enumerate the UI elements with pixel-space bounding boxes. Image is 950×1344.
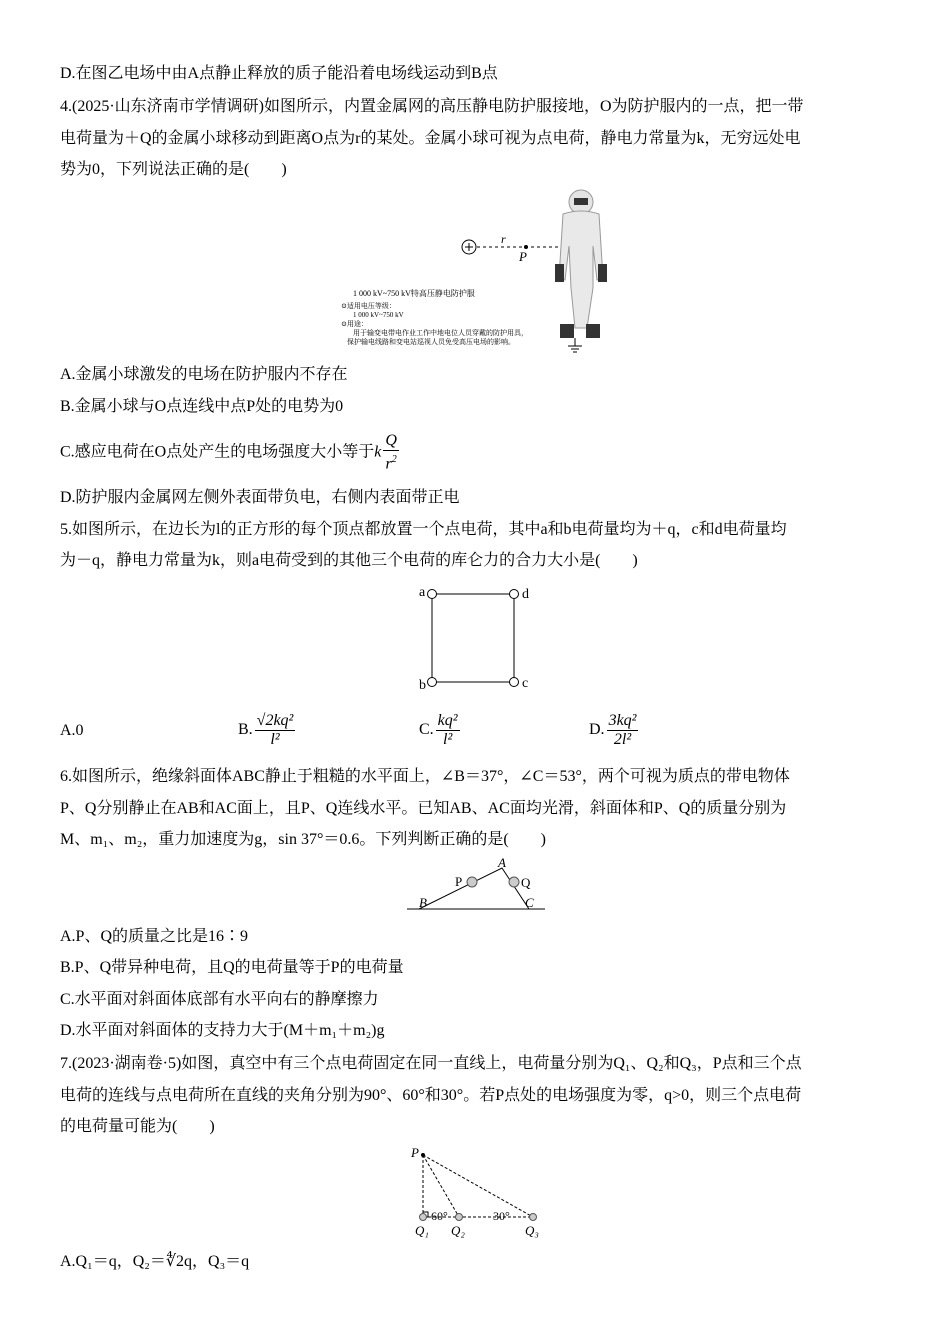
label-p: P <box>455 874 463 889</box>
q5-option-d <box>589 708 640 752</box>
protective-suit-figure <box>555 190 607 338</box>
label-c: C <box>525 895 534 910</box>
label-b: B <box>419 895 427 910</box>
q6-stem-line3: M、m₁、m₂，重力加速度为g，sin 37°＝0.6。下列判断正确的是( ) <box>60 831 547 848</box>
label-p: P <box>411 1145 419 1160</box>
q5-option-c-label: C. <box>419 721 434 738</box>
q7-figure-charges <box>405 1143 555 1243</box>
label-d: d <box>522 587 529 602</box>
q5-option-b-num: √2kq² <box>256 711 294 729</box>
q6-option-a: A.P、Q的质量之比是16∶9 <box>60 928 249 945</box>
q5-figure-square <box>410 583 540 693</box>
q6-stem-line1: 6.如图所示，绝缘斜面体ABC静止于粗糙的水平面上，∠B＝37°，∠C＝53°，两个可视为质点的带电物体 <box>60 768 790 785</box>
q4-stem-line2: 电荷量为＋Q的金属小球移动到距离O点为r的某处。金属小球可视为点电荷，静电力常量为k，无穷远处电 <box>60 130 801 147</box>
q4-stem-line3: 势为0，下列说法正确的是( ) <box>60 161 287 178</box>
charge-c <box>510 678 519 687</box>
q5-option-a: A.0 <box>60 722 84 739</box>
charge-b <box>428 678 437 687</box>
charge-q3 <box>530 1214 537 1221</box>
label-p: P <box>519 249 527 264</box>
label-c: c <box>522 676 529 691</box>
suit-caption-3: ⊙用途： <box>341 320 368 328</box>
point-p-dot <box>421 1153 425 1157</box>
label-b: b <box>419 678 426 693</box>
suit-caption-title: 1 000 kV~750 kV特高压静电防护服 <box>353 289 475 298</box>
q5-option-d-den: 2l² <box>613 730 632 748</box>
label-60: 60° <box>431 1209 448 1223</box>
label-q1: Q₁ <box>415 1223 429 1238</box>
q4-option-a: A.金属小球激发的电场在防护服内不存在 <box>60 366 348 383</box>
q5-option-d-num: 3kq² <box>608 711 637 729</box>
suit-caption-1: ⊙适用电压等级： <box>341 302 396 310</box>
q7-stem-line1: 7.(2023·湖南卷·5)如图，真空中有三个点电荷固定在同一直线上，电荷量分别为Q₁、Q₂和Q₃，P点和三个点 <box>60 1055 802 1072</box>
suit-caption-4: 用于输变电带电作业工作中地电位人员穿戴的防护用具， <box>353 329 528 337</box>
q5-option-b-den: l² <box>270 730 280 748</box>
q4-option-c <box>60 432 401 473</box>
q7-stem-line2: 电荷的连线与点电荷所在直线的夹角分别为90°、60°和30°。若P点处的电场强度为零，q>0，则三个点电荷 <box>60 1087 802 1104</box>
q3-option-d: D.在图乙电场中由A点静止释放的质子能沿着电场线运动到B点 <box>60 65 498 82</box>
q5-option-c-den: l² <box>443 730 453 748</box>
q4-option-c-text: C.感应电荷在O点处产生的电场强度大小等于 <box>60 443 375 461</box>
label-q: Q <box>521 875 531 890</box>
label-q3: Q₃ <box>525 1223 539 1238</box>
q5-option-d-label: D. <box>589 721 605 738</box>
q6-option-b: B.P、Q带异种电荷，且Q的电荷量等于P的电荷量 <box>60 959 404 976</box>
q7-stem-line3: 的电荷量可能为( ) <box>60 1118 215 1135</box>
q7-option-a: A.Q₁＝q，Q₂＝∜2q，Q₃＝q <box>60 1253 250 1270</box>
q6-option-d: D.水平面对斜面体的支持力大于(M＋m₁＋m₂)g <box>60 1022 385 1039</box>
label-r: r <box>501 232 506 246</box>
label-q2: Q₂ <box>451 1223 465 1238</box>
q4-stem-line1: 4.(2025·山东济南市学情调研)如图所示，内置金属网的高压静电防护服接地，O为防护服内的一点，把一带 <box>60 98 804 115</box>
suit-caption-2: 1 000 kV~750 kV <box>353 311 404 319</box>
q4-option-b: B.金属小球与O点连线中点P处的电势为0 <box>60 398 344 415</box>
q5-option-c <box>419 708 462 752</box>
q4-figure-protective-suit <box>335 188 625 356</box>
ground-symbol-icon <box>568 338 582 352</box>
q4-option-c-k: k <box>374 443 382 461</box>
object-q <box>509 877 519 887</box>
q4-option-d: D.防护服内金属网左侧外表面带负电，右侧内表面带正电 <box>60 489 460 506</box>
q4-option-c-den: r <box>385 455 392 473</box>
charge-q1 <box>420 1214 427 1221</box>
suit-caption-5: 保护输电线路和变电站巡视人员免受高压电场的影响。 <box>347 338 515 346</box>
q6-option-c: C.水平面对斜面体底部有水平向右的静摩擦力 <box>60 991 379 1008</box>
q5-stem-line2: 为－q，静电力常量为k，则a电荷受到的其他三个电荷的库仑力的合力大小是( ) <box>60 552 638 569</box>
q5-stem-line1: 5.如图所示，在边长为l的正方形的每个顶点都放置一个点电荷，其中a和b电荷量均为＋q，c和d电荷量均 <box>60 521 787 538</box>
q6-stem-line2: P、Q分别静止在AB和AC面上，且P、Q连线水平。已知AB、AC面均光滑，斜面体和P、Q的质量分别为 <box>60 800 787 817</box>
q4-option-c-fraction: $\frac{Q}{r^2}$ <box>385 432 397 473</box>
q6-figure-incline <box>405 857 547 913</box>
q5-option-b-label: B. <box>238 721 253 738</box>
charge-a <box>428 590 437 599</box>
label-a: a <box>419 585 426 600</box>
label-30: 30° <box>493 1209 510 1223</box>
q5-option-c-num: kq² <box>437 711 458 729</box>
label-a: A <box>498 857 506 870</box>
q4-option-c-num: Q <box>385 432 397 449</box>
q5-option-b <box>238 708 297 752</box>
object-p <box>467 877 477 887</box>
charge-d <box>510 590 519 599</box>
charge-q2 <box>456 1214 463 1221</box>
